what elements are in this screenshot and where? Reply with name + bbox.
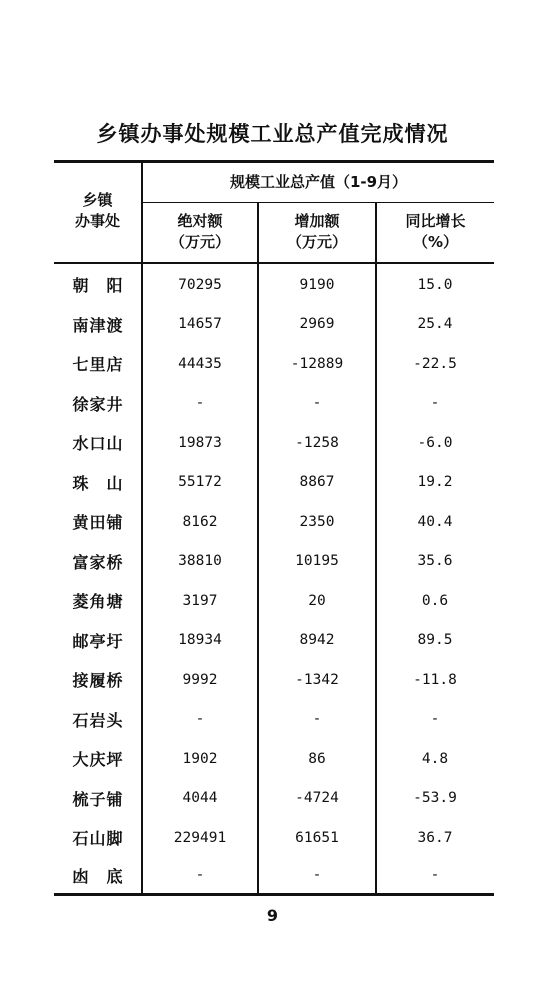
page-title: 乡镇办事处规模工业总产值完成情况 bbox=[96, 122, 449, 146]
growth-rate: 19.2 bbox=[417, 474, 453, 491]
increase-value: 8867 bbox=[299, 474, 335, 491]
absolute-value: 55172 bbox=[178, 474, 222, 491]
growth-rate: - bbox=[430, 867, 440, 884]
page-number: 9 bbox=[266, 906, 279, 925]
table-top-rule bbox=[54, 160, 494, 163]
absolute-value: - bbox=[195, 867, 205, 884]
column-header-unit: （万元） bbox=[286, 233, 347, 251]
absolute-value: 18934 bbox=[178, 632, 222, 649]
increase-value: 8942 bbox=[299, 632, 335, 649]
increase-value: - bbox=[312, 711, 322, 728]
table-row bbox=[54, 858, 494, 894]
absolute-value: 70295 bbox=[178, 276, 222, 293]
township-name: 南津渡 bbox=[72, 315, 124, 335]
row-header-line2: 办事处 bbox=[74, 212, 120, 230]
increase-value: 2350 bbox=[299, 513, 335, 530]
header-bottom-rule bbox=[54, 262, 494, 264]
growth-rate: 40.4 bbox=[417, 513, 453, 530]
absolute-value: 38810 bbox=[178, 553, 222, 570]
township-name: 黄田铺 bbox=[72, 513, 124, 533]
table-row bbox=[54, 621, 494, 661]
increase-value: -4724 bbox=[295, 790, 339, 807]
township-name: 菱角塘 bbox=[72, 592, 124, 612]
group-header: 规模工业总产值（1-9月） bbox=[229, 173, 408, 191]
increase-value: 61651 bbox=[295, 829, 339, 846]
column-header-unit: （%） bbox=[412, 233, 459, 251]
increase-value: -1258 bbox=[295, 434, 339, 451]
township-name: 七里店 bbox=[72, 355, 124, 375]
growth-rate: 0.6 bbox=[421, 592, 449, 609]
table-row bbox=[54, 502, 494, 542]
column-header-label: 增加额 bbox=[294, 212, 340, 230]
header-group-rule bbox=[142, 202, 494, 203]
table-row bbox=[54, 660, 494, 700]
township-name: 徐家井 bbox=[72, 394, 124, 414]
growth-rate: - bbox=[430, 711, 440, 728]
row-header-line1: 乡镇 bbox=[82, 191, 113, 209]
absolute-value: 8162 bbox=[182, 513, 218, 530]
table-row bbox=[54, 700, 494, 740]
township-name: 水口山 bbox=[72, 434, 124, 454]
absolute-value: - bbox=[195, 711, 205, 728]
increase-value: 86 bbox=[308, 750, 326, 767]
table-row bbox=[54, 779, 494, 819]
growth-rate: -53.9 bbox=[413, 790, 457, 807]
township-name: 朝 阳 bbox=[72, 276, 124, 296]
absolute-value: 14657 bbox=[178, 316, 222, 333]
growth-rate: 36.7 bbox=[417, 829, 453, 846]
growth-rate: -22.5 bbox=[413, 355, 457, 372]
row-header bbox=[54, 190, 141, 232]
table-row bbox=[54, 423, 494, 463]
column-header-increase bbox=[259, 211, 375, 253]
township-name: 梳子铺 bbox=[72, 789, 124, 809]
growth-rate: 35.6 bbox=[417, 553, 453, 570]
table-row bbox=[54, 581, 494, 621]
growth-rate: - bbox=[430, 395, 440, 412]
table-row bbox=[54, 542, 494, 582]
township-name: 石山脚 bbox=[72, 829, 124, 849]
absolute-value: 3197 bbox=[182, 592, 218, 609]
column-header-label: 同比增长 bbox=[405, 212, 466, 230]
increase-value: -1342 bbox=[295, 671, 339, 688]
increase-value: 20 bbox=[308, 592, 326, 609]
column-header-label: 绝对额 bbox=[177, 212, 223, 230]
increase-value: 2969 bbox=[299, 316, 335, 333]
township-name: 石岩头 bbox=[72, 710, 124, 730]
table-row bbox=[54, 463, 494, 503]
absolute-value: 1902 bbox=[182, 750, 218, 767]
column-header-absolute bbox=[143, 211, 257, 253]
table-row bbox=[54, 265, 494, 305]
increase-value: 9190 bbox=[299, 276, 335, 293]
township-name: 富家桥 bbox=[72, 552, 124, 572]
township-name: 珠 山 bbox=[72, 473, 124, 493]
table-row bbox=[54, 305, 494, 345]
township-name: 凼 底 bbox=[72, 866, 124, 886]
township-name: 邮亭圩 bbox=[72, 631, 124, 651]
increase-value: - bbox=[312, 395, 322, 412]
township-name: 接履桥 bbox=[72, 671, 124, 691]
absolute-value: 19873 bbox=[178, 434, 222, 451]
growth-rate: 89.5 bbox=[417, 632, 453, 649]
growth-rate: 15.0 bbox=[417, 276, 453, 293]
growth-rate: -6.0 bbox=[417, 434, 453, 451]
table-row bbox=[54, 344, 494, 384]
absolute-value: 9992 bbox=[182, 671, 218, 688]
table-bottom-rule bbox=[54, 893, 494, 896]
increase-value: -12889 bbox=[290, 355, 344, 372]
table-row bbox=[54, 739, 494, 779]
table-row bbox=[54, 818, 494, 858]
absolute-value: - bbox=[195, 395, 205, 412]
growth-rate: 25.4 bbox=[417, 316, 453, 333]
township-name: 大庆坪 bbox=[72, 750, 124, 770]
increase-value: - bbox=[312, 867, 322, 884]
column-header-unit: （万元） bbox=[169, 233, 230, 251]
growth-rate: 4.8 bbox=[421, 750, 449, 767]
absolute-value: 44435 bbox=[178, 355, 222, 372]
table-row bbox=[54, 384, 494, 424]
absolute-value: 4044 bbox=[182, 790, 218, 807]
column-header-growth bbox=[377, 211, 494, 253]
increase-value: 10195 bbox=[295, 553, 339, 570]
absolute-value: 229491 bbox=[173, 829, 227, 846]
growth-rate: -11.8 bbox=[413, 671, 457, 688]
